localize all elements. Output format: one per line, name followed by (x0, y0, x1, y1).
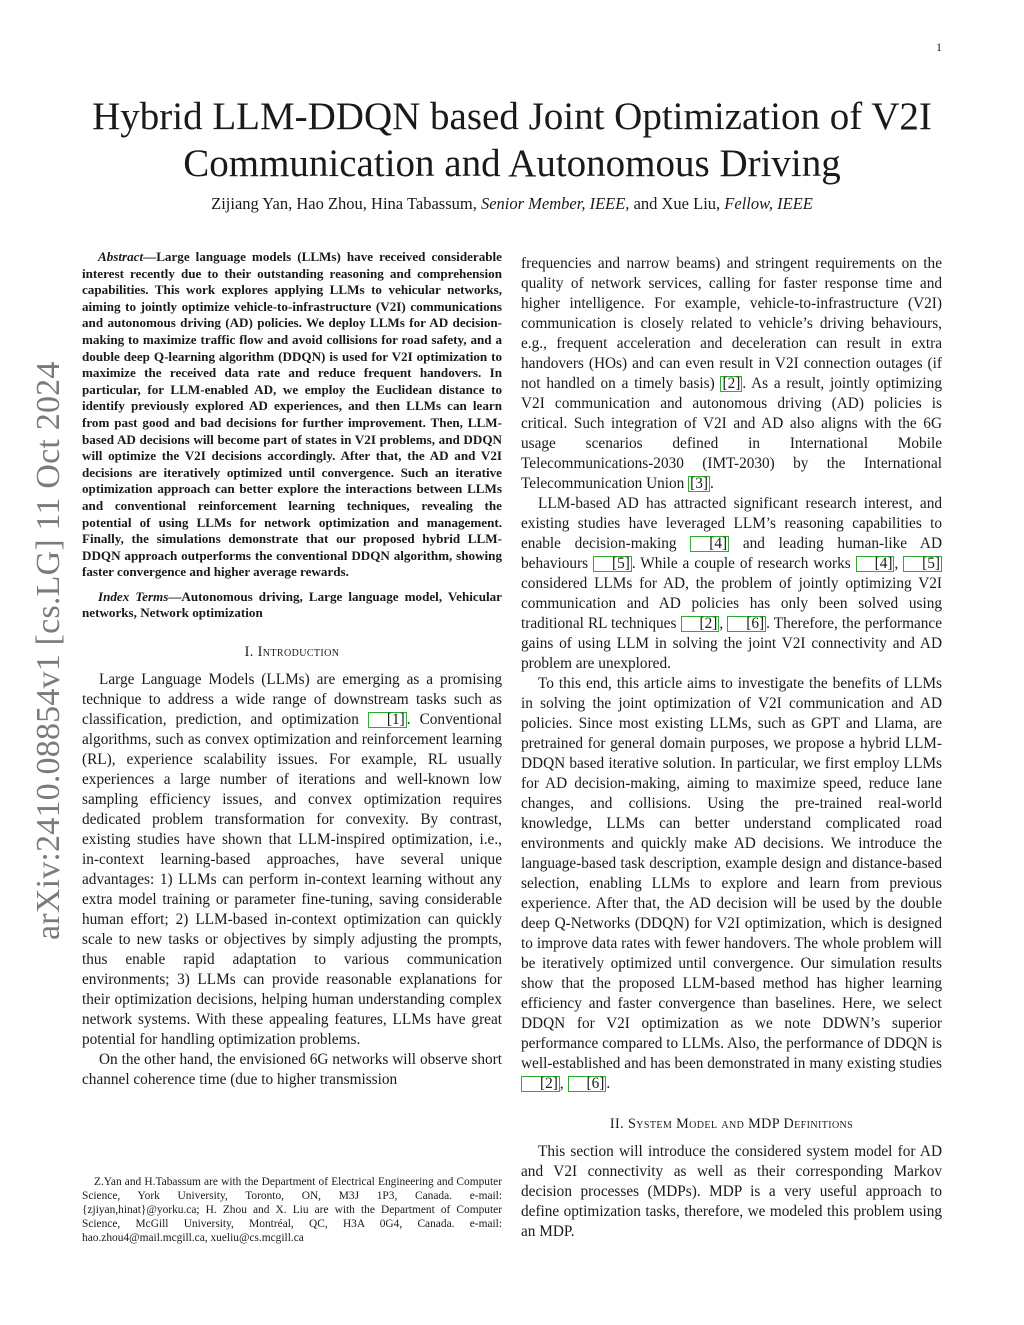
citation-link[interactable]: [6] (568, 1076, 607, 1092)
page-number: 1 (936, 40, 942, 54)
author-affiliation-2: Fellow, IEEE (724, 194, 813, 213)
index-terms-text: —Autonomous driving, Large language model, Vehicular networks, Network optimization (82, 588, 502, 621)
intro-paragraph-1: Large Language Models (LLMs) are emerging as a promising technique to address a wide range of downstream tasks such as classification, prediction, and optimization [1] . Conventional algorithms, such as convex optimization and reinforcement learning (RL), experience scalability issues. For example, RL usually experiences a large number of iterations and well-known low sampling efficiency issues, and convex optimization requires dedicated problem transformation for convexity. By contrast, existing studies have shown that LLM-inspired optimization, i.e., in-context learning-based approaches, have several unique advantages: 1) LLMs can perform in-context learning without any extra model training or parameter fine-tuning, saving considerable human effort; 2) LLM-based in-context optimization can quickly scale to new tasks or objectives by simply adjusting the prompts, thus enable rapid adaptation to various communication environments; 3) LLMs can provide reasonable explanations for their optimization decisions, helping human understanding complex network systems. With these appealing features, LLMs have great potential for handling optimization problems. (82, 671, 502, 1049)
citation-link[interactable]: [4] (856, 556, 895, 572)
system-model-paragraph-1: This section will introduce the considered system model for AD and V2I connectivity as well as their corresponding Markov decision processes (MDPs). MDP is a very useful approach to define optimization tasks, therefore, we modeled this problem using an MDP. (521, 1143, 942, 1240)
index-terms (82, 589, 502, 622)
abstract-text: —Large language models (LLMs) have received considerable interest recently due to their outstanding reasoning and comprehension capabilities. This work explores applying LLMs to vehicular networks, aiming to jointly optimize vehicle-to-infrastructure (V2I) communications and autonomous driving (AD) policies. We deploy LLMs for AD decision-making to maximize traffic flow and avoid collisions for road safety, and a double deep Q-learning algorithm (DDQN) is used for V2I optimization to maximize the received data rate and reduce frequent handovers. In particular, for LLM-enabled AD, we employ the Euclidean distance to identify previously explored AD experiences, and then LLMs can learn from past good and bad decisions for further improvement. Then, LLM-based AD decisions will become part of states in V2I problems, and DDQN will optimize the V2I decisions accordingly. After that, the AD and V2I decisions are iteratively optimized until convergence. Such an iterative optimization approach can better explore the interactions between LLMs and conventional reinforcement learning techniques, revealing the potential of using LLMs for network optimization and management. Finally, the simulations demonstrate that our proposed hybrid LLM-DDQN approach outperforms the conventional DDQN algorithm, showing faster convergence and higher average rewards. (82, 249, 502, 580)
citation-link[interactable]: [2] (521, 1076, 560, 1092)
abstract (82, 249, 502, 581)
section-heading-system-model: II. System Model and MDP Definitions (609, 1116, 854, 1132)
citation-link[interactable]: [2] (722, 375, 741, 392)
citation-link[interactable]: [4] (690, 536, 729, 552)
index-terms-lead: Index Terms (98, 588, 169, 604)
abstract-lead: Abstract (98, 249, 144, 264)
intro-paragraph-2-continued: frequencies and narrow beams) and stringent requirements on the quality of network services, calling for faster response time and higher intelligence. For example, vehicle-to-infrastructure (V2I) communication is closely related to vehicle’s driving behaviours, e.g., frequent acceleration and deceleration can result in extra handovers (HOs) and can even result in V2I connection outages (if not handled on a timely basis) [2] . As a result, jointly optimizing V2I communication and autonomous driving (AD) policies is critical. Such integration of V2I and AD also aligns with the 6G usage scenarios defined in International Mobile Telecommunications-2030 (IMT-2030) by the International Telecommunication Union [3] . (521, 255, 942, 492)
author-names-1: Zijiang Yan, Hao Zhou, Hina Tabassum, (211, 194, 481, 213)
author-line (60, 194, 964, 214)
intro-paragraph-3: LLM-based AD has attracted significant research interest, and existing studies have leveraged LLM’s reasoning capabilities to enable decision-making [4] and leading human-like AD behaviours [5] . While a couple of research works [4] , [5] considered LLMs for AD, the problem of jointly optimizing V2I communication and AD policies has only been solved using traditional RL techniques [2] , [6] . Therefore, the performance gains of using LLM in solving the joint V2I connectivity and AD problem are unexplored. (521, 495, 942, 672)
citation-link[interactable]: [3] (690, 475, 708, 492)
citation-link[interactable]: [5] (903, 556, 942, 572)
intro-paragraph-4: To this end, this article aims to investigate the benefits of LLMs in solving the joint optimization of V2I communication and AD policies. Since most existing LLMs, such as GPT and Llama, are pretrained for general domain purposes, we propose a hybrid LLM-DDQN based iterative solution. In particular, we first employ LLMs for AD decision-making, aiming to maximize speed, reduce lane changes, and collisions. Using the pre-trained real-world knowledge, LLMs can better understand complicated road environments and quickly make AD decisions. We introduce the language-based task description, example design and distance-based selection, enabling LLMs to explore and learn from previous experience. After that, the AD decision will be used by the double deep Q-Networks (DDQN) for V2I optimization, which is designed to improve data rates with fewer handovers. The whole problem will be iteratively optimized until convergence. Our simulation results show that the proposed LLM-based method has higher learning efficiency and faster convergence than baselines. Here, we select DDQN for V2I optimization as we note DDWN’s superior performance compared to LLMs. Also, the performance of DDQN is well-established and has been demonstrated in many existing studies [2] , [6] . (521, 675, 942, 1092)
right-column (521, 254, 942, 1242)
paper-title: Hybrid LLM-DDQN based Joint Optimization of V2I Communication and Autonomous Driving (92, 95, 932, 185)
citation-link[interactable]: [5] (593, 556, 632, 572)
left-column (82, 249, 502, 1090)
author-affiliation-1: Senior Member, IEEE, (480, 194, 630, 213)
author-names-2: and Xue Liu, (629, 194, 725, 213)
citation-link[interactable]: [6] (727, 616, 766, 632)
section-heading-introduction: I. Introduction (244, 644, 340, 661)
citation-link[interactable]: [2] (681, 616, 720, 632)
arxiv-identifier-stamp[interactable]: arXiv:2410.08854v1 [cs.LG] 11 Oct 2024 (30, 361, 67, 940)
citation-link[interactable]: [1] (368, 712, 407, 728)
intro-paragraph-2-start: On the other hand, the envisioned 6G networks will observe short channel coherence time (due to higher transmission (82, 1051, 502, 1089)
author-affiliation-footnote: Z.Yan and H.Tabassum are with the Department of Electrical Engineering and Computer Science, York University, Toronto, ON, M3J 1P3, Canada. e-mail: {zjiyan,hinat}@yorku.ca; H. Zhou and X. Liu are with the Department of Computer Science, McGill University, Montréal, QC, H3A 0G4, Canada. e-mail: hao.zhou4@mail.mcgill.ca, xueliu@cs.mcgill.ca (82, 1176, 502, 1244)
